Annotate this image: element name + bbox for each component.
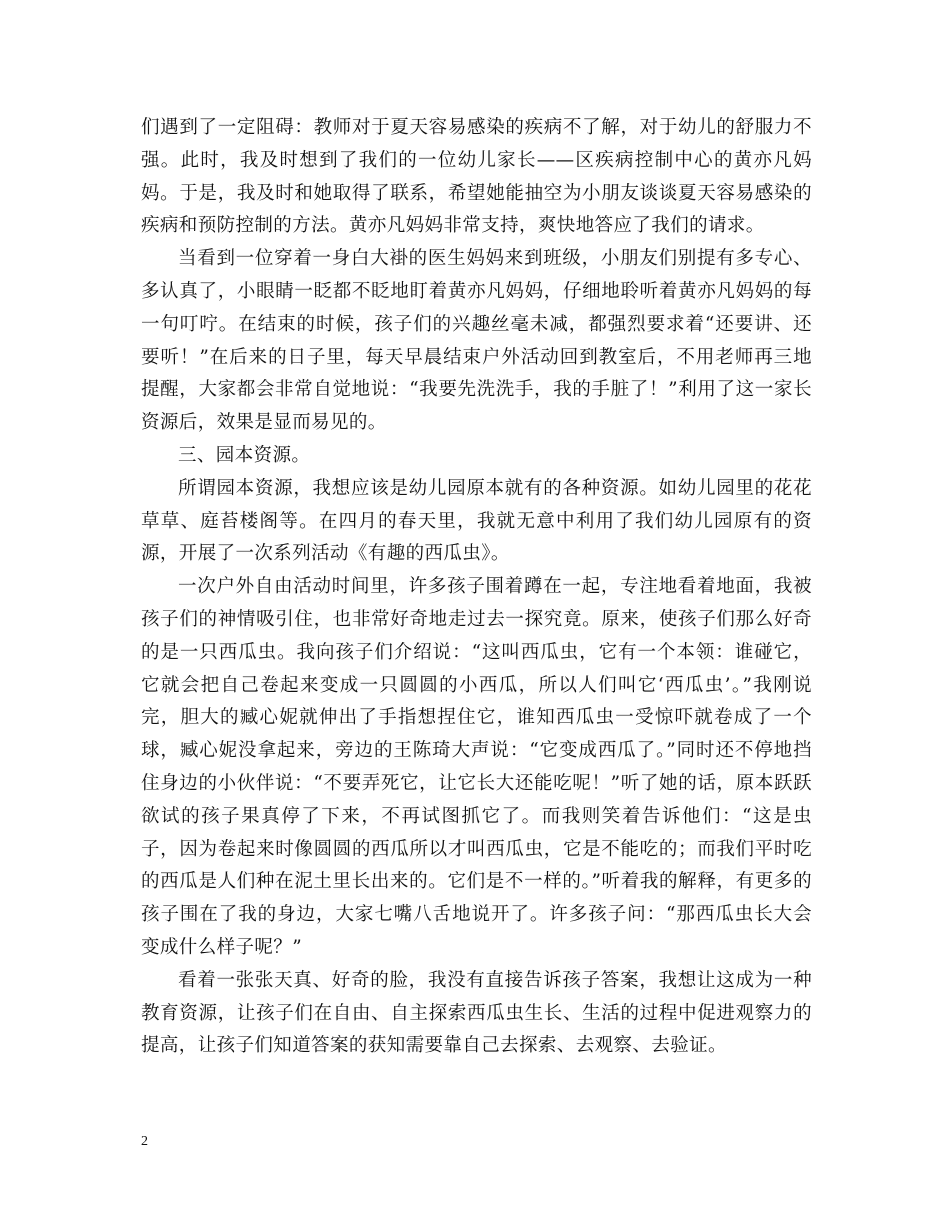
paragraph-garden-resources: 所谓园本资源，我想应该是幼儿园原本就有的各种资源。如幼儿园里的花花草草、庭苔楼阁等。在四月的春天里，我就无意中利用了我们幼儿园原有的资源，开展了一次系列活动《有趣的西瓜虫》。	[141, 477, 812, 565]
document-body	[141, 112, 812, 1063]
section-heading-garden-resources: 三、园本资源。	[178, 444, 311, 466]
paragraph-pill-bug-story: 一次户外自由活动时间里，许多孩子围着蹲在一起，专注地看着地面，我被孩子们的神情吸引住，也非常好奇地走过去一探究竟。原来，使孩子们那么好奇的是一只西瓜虫。我向孩子们介绍说：“这叫西瓜虫，它有一个本领：谁碰它，它就会把自己卷起来变成一只圆圆的小西瓜，所以人们叫它‘西瓜虫’。”我刚说完，胆大的臧心妮就伸出了手指想捏住它，谁知西瓜虫一受惊吓就卷成了一个球，臧心妮没拿起来，旁边的王陈琦大声说：“它变成西瓜了。”同时还不停地挡住身边的小伙伴说：“不要弄死它，让它长大还能吃呢！”听了她的话，原本跃跃欲试的孩子果真停了下来，不再试图抓它了。而我则笑着告诉他们：“这是虫子，因为卷起来时像圆圆的西瓜所以才叫西瓜虫，它是不能吃的；而我们平时吃的西瓜是人们种在泥土里长出来的。它们是不一样的。”听着我的解释，有更多的孩子围在了我的身边，大家七嘴八舌地说开了。许多孩子问：“那西瓜虫长大会变成什么样子呢？”	[141, 576, 812, 958]
page-number: 2	[141, 1134, 148, 1149]
paragraph-continued: 们遇到了一定阻碍：教师对于夏天容易感染的疾病不了解，对于幼儿的舒服力不强。此时，我及时想到了我们的一位幼儿家长——区疾病控制中心的黄亦凡妈妈。于是，我及时和她取得了联系，希望她能抽空为小朋友谈谈夏天容易感染的疾病和预防控制的方法。黄亦凡妈妈非常支持，爽快地答应了我们的请求。	[141, 117, 812, 237]
paragraph-educational-resource: 看着一张张天真、好奇的脸，我没有直接告诉孩子答案，我想让这成为一种教育资源，让孩子们在自由、自主探索西瓜虫生长、生活的过程中促进观察力的提高，让孩子们知道答案的获知需要靠自己去探索、去观察、去验证。	[141, 969, 812, 1057]
paragraph-parent-visit: 当看到一位穿着一身白大褂的医生妈妈来到班级，小朋友们别提有多专心、多认真了，小眼睛一眨都不眨地盯着黄亦凡妈妈，仔细地聆听着黄亦凡妈妈的每一句叮咛。在结束的时候，孩子们的兴趣丝毫未减，都强烈要求着“还要讲、还要听！”在后来的日子里，每天早晨结束户外活动回到教室后，不用老师再三地提醒，大家都会非常自觉地说：“我要先洗洗手，我的手脏了！”利用了这一家长资源后，效果是显而易见的。	[141, 248, 812, 434]
